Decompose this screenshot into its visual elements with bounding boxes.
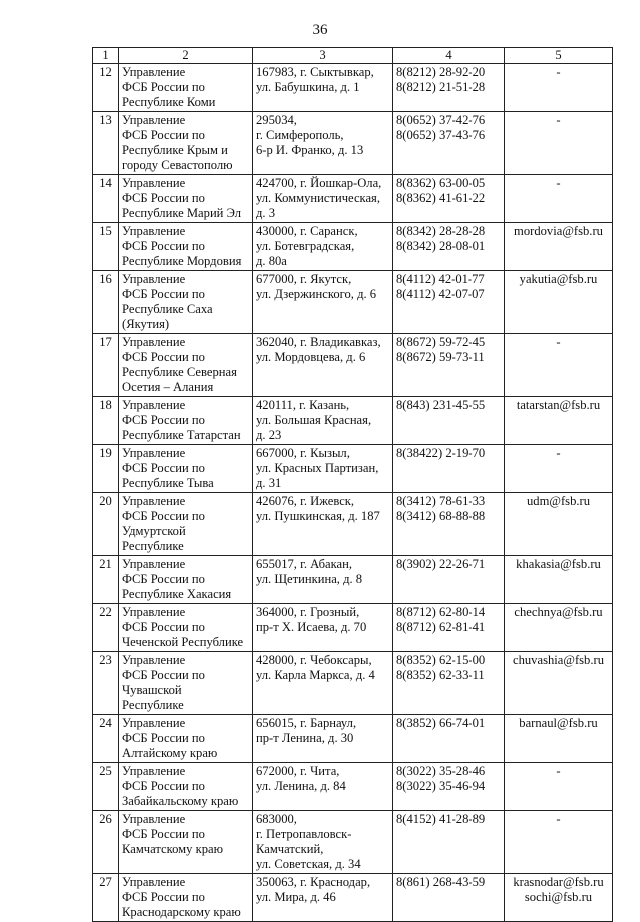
- office-name-cell: [119, 493, 253, 556]
- office-email-cell: [505, 64, 613, 112]
- office-name-line: ФСБ России по: [122, 80, 205, 94]
- office-phones-line: 8(8342) 28-08-01: [396, 239, 486, 253]
- office-phones-cell: [393, 334, 505, 397]
- office-name-cell: [119, 445, 253, 493]
- office-name-cell: [119, 175, 253, 223]
- office-phones-line: 8(843) 231-45-55: [396, 398, 486, 412]
- office-name-line: Республике Хакасия: [122, 587, 232, 601]
- office-name-cell: [119, 223, 253, 271]
- row-number-cell: 17: [93, 334, 119, 397]
- office-email-line[interactable]: krasnodar@fsb.ru: [513, 875, 604, 889]
- office-phones-line: 8(8672) 59-72-45: [396, 335, 486, 349]
- office-email-line: -: [556, 335, 561, 349]
- office-email-line[interactable]: yakutia@fsb.ru: [519, 272, 598, 286]
- office-email-line[interactable]: chechnya@fsb.ru: [514, 605, 603, 619]
- office-name-line: Республике Крым и: [122, 143, 228, 157]
- office-name-line: Управление: [122, 398, 186, 412]
- office-name-line: ФСБ России по: [122, 890, 205, 904]
- row-number-cell: 22: [93, 604, 119, 652]
- office-name-cell: [119, 874, 253, 922]
- office-name-cell: [119, 397, 253, 445]
- table-row: [93, 493, 613, 556]
- office-name-line: Управление: [122, 446, 186, 460]
- office-email-line[interactable]: tatarstan@fsb.ru: [516, 398, 601, 412]
- office-phones-line: 8(8342) 28-28-28: [396, 224, 486, 238]
- office-name-line: Республике Татарстан: [122, 428, 241, 442]
- office-name-line: ФСБ России по: [122, 413, 205, 427]
- office-address-cell: [253, 556, 393, 604]
- office-name-line: ФСБ России по: [122, 287, 205, 301]
- office-address-cell: [253, 493, 393, 556]
- row-number-cell: 19: [93, 445, 119, 493]
- table-row: [93, 445, 613, 493]
- office-name-line: Республике Саха: [122, 302, 213, 316]
- office-name-cell: [119, 556, 253, 604]
- office-address-line: 430000, г. Саранск,: [256, 224, 358, 238]
- office-email-line: -: [556, 113, 561, 127]
- office-email-cell: [505, 397, 613, 445]
- office-email-cell: [505, 652, 613, 715]
- office-name-line: ФСБ России по: [122, 620, 205, 634]
- office-address-line: 672000, г. Чита,: [256, 764, 340, 778]
- table-row: [93, 397, 613, 445]
- office-address-line: 655017, г. Абакан,: [256, 557, 352, 571]
- table-row: [93, 763, 613, 811]
- office-name-cell: [119, 652, 253, 715]
- office-phones-cell: [393, 223, 505, 271]
- office-name-line: ФСБ России по: [122, 779, 205, 793]
- office-name-line: Чеченской Республике: [122, 635, 244, 649]
- office-email-cell: [505, 811, 613, 874]
- office-address-cell: [253, 604, 393, 652]
- office-name-line: Чувашской: [122, 683, 182, 697]
- row-number-cell: 15: [93, 223, 119, 271]
- office-address-line: д. 3: [256, 206, 276, 220]
- table-row: [93, 652, 613, 715]
- office-address-line: 362040, г. Владикавказ,: [256, 335, 381, 349]
- office-phones-line: 8(3022) 35-28-46: [396, 764, 486, 778]
- office-name-cell: [119, 112, 253, 175]
- office-address-line: ул. Советская, д. 34: [256, 857, 361, 871]
- office-address-line: ул. Пушкинская, д. 187: [256, 509, 380, 523]
- office-name-line: Управление: [122, 224, 186, 238]
- office-email-cell: [505, 271, 613, 334]
- office-email-cell: [505, 112, 613, 175]
- office-email-cell: [505, 334, 613, 397]
- office-phones-cell: [393, 652, 505, 715]
- office-address-line: д. 23: [256, 428, 282, 442]
- office-address-cell: [253, 334, 393, 397]
- office-email-cell: [505, 445, 613, 493]
- row-number-cell: 23: [93, 652, 119, 715]
- office-name-line: Республике Северная: [122, 365, 237, 379]
- table-row: [93, 874, 613, 922]
- fsb-directory-table: [92, 47, 613, 922]
- office-phones-cell: [393, 112, 505, 175]
- office-phones-line: 8(8362) 63-00-05: [396, 176, 486, 190]
- office-name-line: Управление: [122, 875, 186, 889]
- office-email-line: -: [556, 764, 561, 778]
- office-phones-line: 8(4152) 41-28-89: [396, 812, 486, 826]
- office-address-line: 424700, г. Йошкар-Ола,: [256, 176, 382, 190]
- office-address-line: пр-т Х. Исаева, д. 70: [256, 620, 367, 634]
- row-number-cell: 26: [93, 811, 119, 874]
- column-header-phone: 4: [393, 48, 505, 64]
- office-name-line: ФСБ России по: [122, 461, 205, 475]
- office-address-cell: [253, 874, 393, 922]
- office-name-line: Управление: [122, 764, 186, 778]
- office-name-cell: [119, 271, 253, 334]
- column-header-number: 1: [93, 48, 119, 64]
- column-header-email: 5: [505, 48, 613, 64]
- office-address-line: ул. Дзержинского, д. 6: [256, 287, 377, 301]
- office-address-line: ул. Большая Красная,: [256, 413, 372, 427]
- office-name-cell: [119, 604, 253, 652]
- office-phones-cell: [393, 556, 505, 604]
- office-name-line: ФСБ России по: [122, 572, 205, 586]
- office-email-line: -: [556, 446, 561, 460]
- office-name-line: ФСБ России по: [122, 668, 205, 682]
- office-name-line: ФСБ России по: [122, 827, 205, 841]
- office-name-line: ФСБ России по: [122, 128, 205, 142]
- office-address-line: 683000,: [256, 812, 297, 826]
- office-address-cell: [253, 271, 393, 334]
- office-address-line: г. Симферополь,: [256, 128, 344, 142]
- office-phones-line: 8(8352) 62-15-00: [396, 653, 486, 667]
- office-name-cell: [119, 763, 253, 811]
- office-address-line: ул. Щетинкина, д. 8: [256, 572, 363, 586]
- office-name-cell: [119, 715, 253, 763]
- office-name-cell: [119, 64, 253, 112]
- office-email-cell: [505, 604, 613, 652]
- row-number-cell: 14: [93, 175, 119, 223]
- office-name-line: Осетия – Алания: [122, 380, 214, 394]
- office-phones-line: 8(38422) 2-19-70: [396, 446, 486, 460]
- office-name-line: Управление: [122, 653, 186, 667]
- office-phones-cell: [393, 493, 505, 556]
- office-email-cell: [505, 175, 613, 223]
- office-phones-line: 8(8362) 41-61-22: [396, 191, 486, 205]
- office-phones-line: 8(0652) 37-43-76: [396, 128, 486, 142]
- office-name-line: Управление: [122, 65, 186, 79]
- office-address-line: 667000, г. Кызыл,: [256, 446, 350, 460]
- office-address-line: 656015, г. Барнаул,: [256, 716, 357, 730]
- office-name-line: Алтайскому краю: [122, 746, 218, 760]
- office-phones-line: 8(3412) 68-88-88: [396, 509, 486, 523]
- office-address-line: ул. Мордовцева, д. 6: [256, 350, 366, 364]
- page-number: 36: [312, 22, 328, 38]
- office-name-line: Управление: [122, 113, 186, 127]
- table-row: [93, 556, 613, 604]
- office-phones-line: 8(4112) 42-07-07: [396, 287, 485, 301]
- office-phones-line: 8(4112) 42-01-77: [396, 272, 485, 286]
- office-name-line: Управление: [122, 716, 186, 730]
- office-name-line: Удмуртской: [122, 524, 186, 538]
- office-phones-cell: [393, 763, 505, 811]
- office-phones-line: 8(8212) 21-51-28: [396, 80, 486, 94]
- table-row: [93, 604, 613, 652]
- office-address-cell: [253, 763, 393, 811]
- office-name-line: ФСБ России по: [122, 239, 205, 253]
- office-address-line: 677000, г. Якутск,: [256, 272, 352, 286]
- office-address-line: ул. Красных Партизан,: [256, 461, 379, 475]
- office-email-cell: [505, 763, 613, 811]
- table-row: [93, 715, 613, 763]
- office-email-cell: [505, 223, 613, 271]
- row-number-cell: 16: [93, 271, 119, 334]
- office-address-line: 428000, г. Чебоксары,: [256, 653, 372, 667]
- row-number-cell: 12: [93, 64, 119, 112]
- office-address-cell: [253, 175, 393, 223]
- office-phones-cell: [393, 715, 505, 763]
- office-address-line: 350063, г. Краснодар,: [256, 875, 371, 889]
- row-number-cell: 24: [93, 715, 119, 763]
- office-address-cell: [253, 715, 393, 763]
- table-row: [93, 175, 613, 223]
- office-email-line[interactable]: barnaul@fsb.ru: [519, 716, 598, 730]
- office-phones-line: 8(3412) 78-61-33: [396, 494, 486, 508]
- office-email-line[interactable]: chuvashia@fsb.ru: [513, 653, 604, 667]
- office-name-line: Республике Коми: [122, 95, 216, 109]
- office-email-line[interactable]: mordovia@fsb.ru: [514, 224, 603, 238]
- office-phones-line: 8(8712) 62-80-14: [396, 605, 486, 619]
- office-name-line: ФСБ России по: [122, 191, 205, 205]
- office-name-line: Управление: [122, 335, 186, 349]
- table-row: [93, 271, 613, 334]
- table-row: [93, 811, 613, 874]
- office-address-cell: [253, 112, 393, 175]
- office-email-line: -: [556, 65, 561, 79]
- office-address-line: 6-р И. Франко, д. 13: [256, 143, 364, 157]
- office-email-line: -: [556, 176, 561, 190]
- office-name-line: городу Севастополю: [122, 158, 233, 172]
- office-name-line: Управление: [122, 272, 186, 286]
- table-header-row: [93, 48, 613, 64]
- office-address-cell: [253, 397, 393, 445]
- office-address-line: 167983, г. Сыктывкар,: [256, 65, 374, 79]
- office-phones-cell: [393, 874, 505, 922]
- office-email-cell: [505, 493, 613, 556]
- column-header-address: 3: [253, 48, 393, 64]
- office-phones-cell: [393, 64, 505, 112]
- office-name-line: ФСБ России по: [122, 731, 205, 745]
- office-address-line: ул. Карла Маркса, д. 4: [256, 668, 375, 682]
- office-phones-line: 8(3902) 22-26-71: [396, 557, 486, 571]
- office-address-cell: [253, 445, 393, 493]
- office-address-cell: [253, 652, 393, 715]
- office-address-cell: [253, 811, 393, 874]
- table-row: [93, 334, 613, 397]
- office-address-line: г. Петропавловск-: [256, 827, 352, 841]
- office-name-line: Республике Марий Эл: [122, 206, 242, 220]
- office-name-line: Камчатскому краю: [122, 842, 224, 856]
- row-number-cell: 21: [93, 556, 119, 604]
- office-name-line: Забайкальскому краю: [122, 794, 239, 808]
- office-phones-cell: [393, 175, 505, 223]
- office-phones-cell: [393, 271, 505, 334]
- office-name-line: Краснодарскому краю: [122, 905, 241, 919]
- office-phones-line: 8(3022) 35-46-94: [396, 779, 486, 793]
- office-phones-line: 8(0652) 37-42-76: [396, 113, 486, 127]
- office-address-line: ул. Бабушкина, д. 1: [256, 80, 360, 94]
- office-phones-line: 8(8212) 28-92-20: [396, 65, 486, 79]
- office-phones-cell: [393, 397, 505, 445]
- office-address-line: д. 31: [256, 476, 282, 490]
- office-phones-cell: [393, 811, 505, 874]
- office-address-line: 426076, г. Ижевск,: [256, 494, 355, 508]
- office-name-line: Республике Мордовия: [122, 254, 242, 268]
- office-address-line: ул. Мира, д. 46: [256, 890, 336, 904]
- office-phones-cell: [393, 445, 505, 493]
- table-body: [93, 64, 613, 922]
- office-address-line: д. 80а: [256, 254, 287, 268]
- office-phones-line: 8(8352) 62-33-11: [396, 668, 485, 682]
- row-number-cell: 18: [93, 397, 119, 445]
- office-address-line: 420111, г. Казань,: [256, 398, 350, 412]
- office-name-cell: [119, 811, 253, 874]
- office-address-line: Камчатский,: [256, 842, 324, 856]
- office-address-line: 364000, г. Грозный,: [256, 605, 360, 619]
- office-name-line: Управление: [122, 557, 186, 571]
- office-address-line: 295034,: [256, 113, 297, 127]
- office-address-line: ул. Ботевградская,: [256, 239, 355, 253]
- office-email-line[interactable]: sochi@fsb.ru: [524, 890, 593, 904]
- office-address-line: ул. Ленина, д. 84: [256, 779, 346, 793]
- office-name-line: Управление: [122, 812, 186, 826]
- row-number-cell: 13: [93, 112, 119, 175]
- office-phones-line: 8(8712) 62-81-41: [396, 620, 486, 634]
- office-name-line: Управление: [122, 494, 186, 508]
- office-address-cell: [253, 223, 393, 271]
- office-phones-line: 8(3852) 66-74-01: [396, 716, 486, 730]
- office-name-line: Управление: [122, 605, 186, 619]
- office-email-line: -: [556, 812, 561, 826]
- office-address-line: пр-т Ленина, д. 30: [256, 731, 354, 745]
- row-number-cell: 25: [93, 763, 119, 811]
- office-name-line: ФСБ России по: [122, 509, 205, 523]
- office-phones-line: 8(8672) 59-73-11: [396, 350, 485, 364]
- office-email-line[interactable]: khakasia@fsb.ru: [516, 557, 601, 571]
- office-phones-cell: [393, 604, 505, 652]
- office-name-line: Республике: [122, 698, 184, 712]
- office-email-cell: [505, 874, 613, 922]
- office-phones-line: 8(861) 268-43-59: [396, 875, 486, 889]
- office-name-line: Республике: [122, 539, 184, 553]
- office-name-cell: [119, 334, 253, 397]
- office-name-line: ФСБ России по: [122, 350, 205, 364]
- table-row: [93, 64, 613, 112]
- office-address-cell: [253, 64, 393, 112]
- office-email-cell: [505, 556, 613, 604]
- table-row: [93, 112, 613, 175]
- table-row: [93, 223, 613, 271]
- office-name-line: (Якутия): [122, 317, 170, 331]
- row-number-cell: 20: [93, 493, 119, 556]
- office-name-line: Управление: [122, 176, 186, 190]
- office-address-line: ул. Коммунистическая,: [256, 191, 380, 205]
- office-email-line[interactable]: udm@fsb.ru: [526, 494, 591, 508]
- office-email-cell: [505, 715, 613, 763]
- column-header-name: 2: [119, 48, 253, 64]
- row-number-cell: 27: [93, 874, 119, 922]
- office-name-line: Республике Тыва: [122, 476, 214, 490]
